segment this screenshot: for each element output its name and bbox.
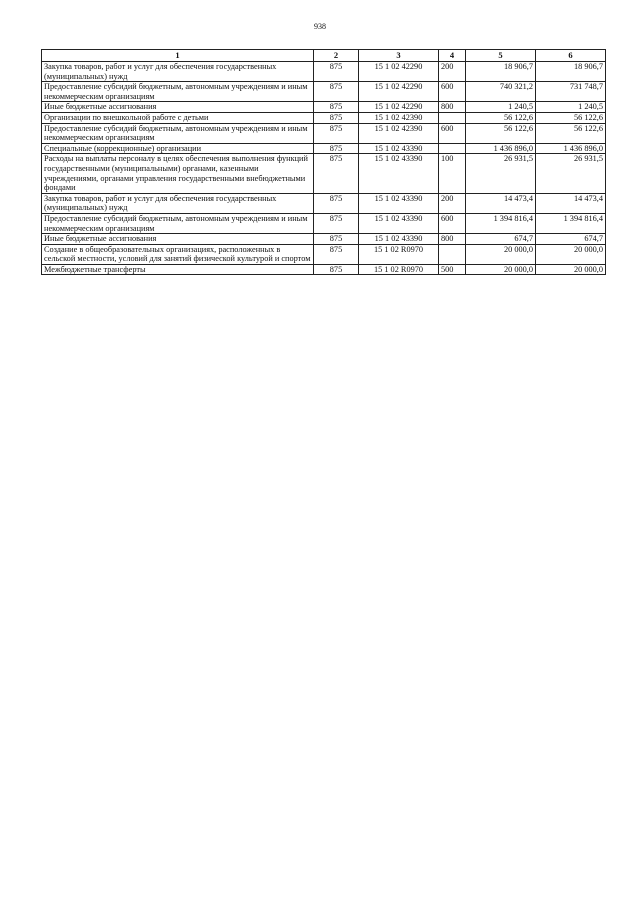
row-target-article: 15 1 02 42390 bbox=[359, 123, 439, 143]
table-header-row bbox=[42, 50, 606, 62]
row-target-article: 15 1 02 42290 bbox=[359, 102, 439, 113]
row-amount-col6: 731 748,7 bbox=[536, 82, 606, 102]
row-expense-type: 600 bbox=[439, 123, 466, 143]
row-expense-type: 800 bbox=[439, 234, 466, 245]
row-amount-col6: 56 122,6 bbox=[536, 112, 606, 123]
row-amount-col5: 1 394 816,4 bbox=[466, 213, 536, 233]
row-department-code: 875 bbox=[314, 234, 359, 245]
row-name: Предоставление субсидий бюджетным, автономным учреждениям и иным некоммерческим организациям bbox=[42, 82, 314, 102]
row-amount-col6: 20 000,0 bbox=[536, 244, 606, 264]
row-department-code: 875 bbox=[314, 62, 359, 82]
row-expense-type: 200 bbox=[439, 62, 466, 82]
column-header-5: 5 bbox=[466, 50, 536, 62]
row-amount-col6: 26 931,5 bbox=[536, 154, 606, 193]
row-amount-col5: 20 000,0 bbox=[466, 244, 536, 264]
table-row bbox=[42, 82, 606, 102]
row-name: Специальные (коррекционные) организации bbox=[42, 143, 314, 154]
row-amount-col6: 20 000,0 bbox=[536, 264, 606, 275]
row-department-code: 875 bbox=[314, 244, 359, 264]
row-target-article: 15 1 02 43390 bbox=[359, 234, 439, 245]
row-amount-col5: 26 931,5 bbox=[466, 154, 536, 193]
table-row bbox=[42, 213, 606, 233]
row-name: Закупка товаров, работ и услуг для обеспечения государственных (муниципальных) нужд bbox=[42, 193, 314, 213]
column-header-1: 1 bbox=[42, 50, 314, 62]
row-amount-col5: 1 436 896,0 bbox=[466, 143, 536, 154]
budget-table bbox=[41, 49, 606, 275]
row-name: Предоставление субсидий бюджетным, автономным учреждениям и иным некоммерческим организациям bbox=[42, 213, 314, 233]
row-department-code: 875 bbox=[314, 264, 359, 275]
table-row bbox=[42, 193, 606, 213]
row-department-code: 875 bbox=[314, 123, 359, 143]
page-number: 938 bbox=[314, 22, 326, 31]
table-row bbox=[42, 154, 606, 193]
row-amount-col5: 56 122,6 bbox=[466, 112, 536, 123]
table-row bbox=[42, 62, 606, 82]
row-amount-col5: 14 473,4 bbox=[466, 193, 536, 213]
row-department-code: 875 bbox=[314, 154, 359, 193]
row-expense-type: 100 bbox=[439, 154, 466, 193]
row-target-article: 15 1 02 43390 bbox=[359, 193, 439, 213]
row-name: Предоставление субсидий бюджетным, автономным учреждениям и иным некоммерческим организациям bbox=[42, 123, 314, 143]
row-amount-col6: 1 240,5 bbox=[536, 102, 606, 113]
row-expense-type bbox=[439, 143, 466, 154]
row-amount-col5: 18 906,7 bbox=[466, 62, 536, 82]
row-amount-col6: 1 394 816,4 bbox=[536, 213, 606, 233]
table-row bbox=[42, 123, 606, 143]
row-amount-col5: 20 000,0 bbox=[466, 264, 536, 275]
row-department-code: 875 bbox=[314, 112, 359, 123]
row-amount-col6: 1 436 896,0 bbox=[536, 143, 606, 154]
row-expense-type: 500 bbox=[439, 264, 466, 275]
row-amount-col5: 1 240,5 bbox=[466, 102, 536, 113]
row-amount-col6: 14 473,4 bbox=[536, 193, 606, 213]
column-header-2: 2 bbox=[314, 50, 359, 62]
row-department-code: 875 bbox=[314, 82, 359, 102]
row-department-code: 875 bbox=[314, 213, 359, 233]
row-name: Создание в общеобразовательных организациях, расположенных в сельской местности, условий для занятий физической культурой и спортом bbox=[42, 244, 314, 264]
table-row bbox=[42, 244, 606, 264]
row-amount-col5: 56 122,6 bbox=[466, 123, 536, 143]
row-amount-col6: 56 122,6 bbox=[536, 123, 606, 143]
row-department-code: 875 bbox=[314, 143, 359, 154]
row-target-article: 15 1 02 R0970 bbox=[359, 244, 439, 264]
row-target-article: 15 1 02 43390 bbox=[359, 143, 439, 154]
row-expense-type bbox=[439, 244, 466, 264]
row-target-article: 15 1 02 42290 bbox=[359, 82, 439, 102]
row-target-article: 15 1 02 42390 bbox=[359, 112, 439, 123]
row-amount-col6: 18 906,7 bbox=[536, 62, 606, 82]
row-expense-type: 600 bbox=[439, 213, 466, 233]
row-target-article: 15 1 02 43390 bbox=[359, 154, 439, 193]
column-header-3: 3 bbox=[359, 50, 439, 62]
row-expense-type: 800 bbox=[439, 102, 466, 113]
row-name: Межбюджетные трансферты bbox=[42, 264, 314, 275]
table-row bbox=[42, 143, 606, 154]
row-department-code: 875 bbox=[314, 102, 359, 113]
row-department-code: 875 bbox=[314, 193, 359, 213]
column-header-4: 4 bbox=[439, 50, 466, 62]
row-target-article: 15 1 02 R0970 bbox=[359, 264, 439, 275]
row-amount-col5: 740 321,2 bbox=[466, 82, 536, 102]
row-target-article: 15 1 02 43390 bbox=[359, 213, 439, 233]
row-target-article: 15 1 02 42290 bbox=[359, 62, 439, 82]
row-expense-type bbox=[439, 112, 466, 123]
row-amount-col6: 674,7 bbox=[536, 234, 606, 245]
table-row bbox=[42, 264, 606, 275]
column-header-6: 6 bbox=[536, 50, 606, 62]
row-name: Закупка товаров, работ и услуг для обеспечения государственных (муниципальных) нужд bbox=[42, 62, 314, 82]
row-name: Расходы на выплаты персоналу в целях обеспечения выполнения функций государственными (муниципальными) органами, казенными учреждениями, органами управления государственными внебюджетными фондами bbox=[42, 154, 314, 193]
row-expense-type: 600 bbox=[439, 82, 466, 102]
row-amount-col5: 674,7 bbox=[466, 234, 536, 245]
row-name: Иные бюджетные ассигнования bbox=[42, 102, 314, 113]
table-row bbox=[42, 102, 606, 113]
table-row bbox=[42, 234, 606, 245]
table-row bbox=[42, 112, 606, 123]
row-name: Иные бюджетные ассигнования bbox=[42, 234, 314, 245]
row-expense-type: 200 bbox=[439, 193, 466, 213]
row-name: Организации по внешкольной работе с детьми bbox=[42, 112, 314, 123]
